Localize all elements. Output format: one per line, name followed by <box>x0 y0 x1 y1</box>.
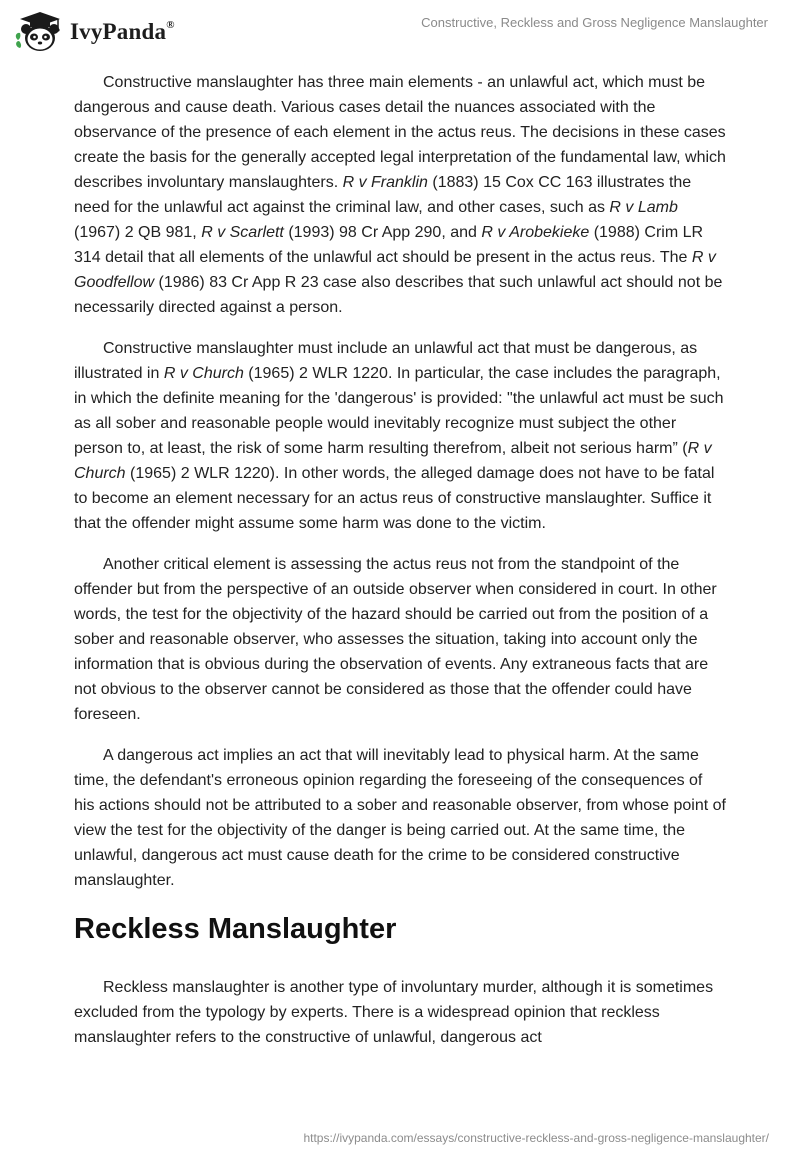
page-header <box>0 0 800 70</box>
logo-text: IvyPanda® <box>70 19 175 44</box>
case-citation: R v Franklin <box>342 174 428 191</box>
document-title: Constructive, Reckless and Gross Negligence Manslaughter <box>421 15 768 30</box>
footer-url[interactable]: https://ivypanda.com/essays/constructive-reckless-and-gross-negligence-manslaughter/ <box>303 1131 769 1145</box>
case-citation: R v Goodfellow <box>74 249 716 291</box>
paragraph-3: Another critical element is assessing the actus reus not from the standpoint of the offender but from the perspective of an outside observer when considered in court. In other words, the test for the objectivity of the hazard should be carried out from the position of a sober and reasonable observer, who assesses the situation, taking into account only the information that is obvious during the observation of events. Any extraneous facts that are not obvious to the observer cannot be considered as those that the offender could have foreseen. <box>74 556 717 723</box>
logo[interactable] <box>14 10 175 54</box>
paragraph-1: Constructive manslaughter has three main elements - an unlawful act, which must be dangerous and cause death. Various cases detail the nuances associated with the observance of the presence of each element in the actus reus. The decisions in these cases create the basis for the generally accepted legal interpretation of the fundamental law, which describes involuntary manslaughters. R v Franklin (1883) 15 Cox CC 163 illustrates the need for the unlawful act against the criminal law, and other cases, such as R v Lamb (1967) 2 QB 981, R v Scarlett (1993) 98 Cr App 290, and R v Arobekieke (1988) Crim LR 314 detail that all elements of the unlawful act should be present in the actus reus. The R v Goodfellow (1986) 83 Cr App R 23 case also describes that such unlawful act should not be necessarily directed against a person. <box>74 74 726 316</box>
case-citation: R v Lamb <box>609 199 678 216</box>
case-citation: R v Arobekieke <box>481 224 590 241</box>
case-citation: R v Church <box>74 440 712 482</box>
paragraph-2: Constructive manslaughter must include an unlawful act that must be dangerous, as illustrated in R v Church (1965) 2 WLR 1220. In particular, the case includes the paragraph, in which the definite meaning for the 'dangerous' is provided: "the unlawful act must be such as all sober and reasonable people would inevitably recognize must subject the other person to, at least, the risk of some harm resulting therefrom, albeit not serious harm” (R v Church (1965) 2 WLR 1220). In other words, the alleged damage does not have to be fatal to become an element necessary for an actus reus of constructive manslaughter. Suffice it that the offender might assume some harm was done to the victim. <box>74 340 724 532</box>
paragraph-5: Reckless manslaughter is another type of involuntary murder, although it is sometimes excluded from the typology by experts. There is a widespread opinion that reckless manslaughter refers to the constructive of unlawful, dangerous act <box>74 979 714 1046</box>
registered-mark: ® <box>166 19 175 32</box>
paragraph-4: A dangerous act implies an act that will inevitably lead to physical harm. At the same time, the defendant's erroneous opinion regarding the foreseeing of the consequences of his actions should not be attributed to a sober and reasonable observer, from whose point of view the test for the objectivity of the danger is being carried out. At the same time, the unlawful, dangerous act must cause death for the crime to be considered constructive manslaughter. <box>74 747 726 889</box>
section-heading: Reckless Manslaughter <box>74 913 397 945</box>
essay-content <box>74 70 726 1066</box>
case-citation: R v Church <box>163 365 244 382</box>
panda-logo-icon <box>14 10 62 54</box>
case-citation: R v Scarlett <box>201 224 284 241</box>
